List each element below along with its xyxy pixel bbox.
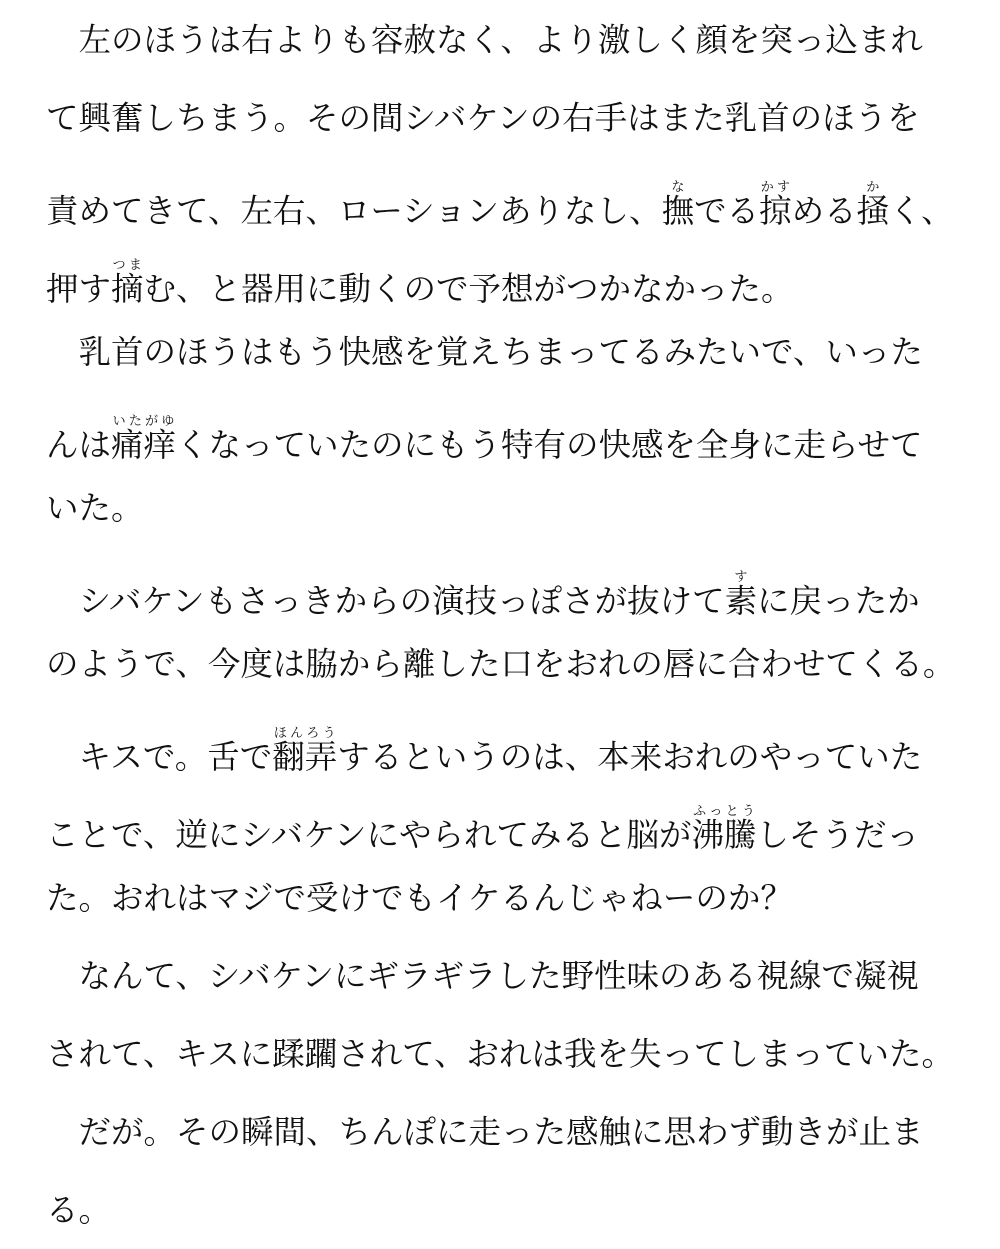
ruby-annotated-word — [661, 180, 695, 230]
ruby-reading: な — [661, 180, 695, 195]
line-text: る。 — [46, 1191, 112, 1229]
ruby-base: 掠 — [759, 192, 792, 230]
line-text: のようで、今度は脇から離した口をおれの唇に合わせてくる。 — [46, 645, 956, 683]
text-line — [46, 1172, 966, 1249]
ruby-reading: す — [724, 570, 758, 585]
text-line — [46, 782, 966, 859]
line-text: 乳首のほうはもう快感を覚えちまってるみたいで、いった — [46, 333, 923, 371]
text-line — [46, 236, 966, 313]
text-line — [46, 2, 966, 79]
ruby-reading: か — [856, 180, 890, 195]
line-text: て興奮しちまう。その間シバケンの右手はまた乳首のほうを — [46, 99, 920, 137]
text-segment: シバケンもさっきからの演技っぽさが抜けて — [46, 582, 725, 620]
text-line — [46, 470, 966, 547]
ruby-base: 素 — [724, 582, 758, 620]
text-line — [46, 548, 966, 625]
text-line — [46, 938, 966, 1015]
ruby-reading: いたがゆ — [111, 414, 177, 429]
ruby-reading: つま — [111, 258, 144, 273]
text-segment: に戻ったか — [757, 582, 920, 620]
text-segment: ことで、逆にシバケンにやられてみると脳が — [46, 816, 692, 854]
line-text: 左のほうは右よりも容赦なく、より激しく顔を突っ込まれ — [46, 21, 923, 59]
line-text — [46, 414, 923, 462]
line-text: いた。 — [46, 489, 144, 527]
ruby-base: 撫 — [661, 192, 695, 230]
line-text — [46, 804, 919, 852]
text-segment: くなっていたのにもう特有の快感を全身に走らせて — [176, 426, 923, 464]
text-line — [46, 860, 966, 937]
text-line — [46, 704, 966, 781]
text-segment: める — [791, 192, 857, 230]
ruby-base: 痛痒 — [111, 426, 177, 464]
text-segment: んは — [46, 426, 112, 464]
text-segment: しそうだっ — [756, 816, 919, 854]
line-text: されて、キスに蹂躙されて、おれは我を失ってしまっていた。 — [46, 1035, 955, 1073]
ruby-annotated-word — [856, 180, 890, 230]
text-segment: 責めてきて、左右、ローションありなし、 — [46, 192, 662, 230]
text-segment: でる — [694, 192, 760, 230]
text-segment: するというのは、本来おれのやっていた — [337, 738, 923, 776]
line-text: た。おれはマジで受けでもイケるんじゃねーのか？ — [46, 879, 793, 917]
ruby-base: 掻 — [856, 192, 890, 230]
line-text — [46, 570, 920, 618]
text-line — [46, 80, 966, 157]
text-segment: く、 — [889, 192, 954, 230]
ruby-reading: かす — [759, 180, 792, 195]
text-line — [46, 314, 966, 391]
ruby-annotated-word — [272, 726, 338, 776]
text-segment: む、と器用に動くので予想がつかなかった。 — [143, 270, 794, 308]
line-text — [46, 258, 794, 306]
ruby-reading: ふっとう — [691, 804, 757, 819]
line-text: なんて、シバケンにギラギラした野性味のある視線で凝視 — [46, 957, 919, 995]
ruby-annotated-word — [724, 570, 758, 620]
ruby-base: 沸騰 — [691, 816, 757, 854]
line-text: だが。その瞬間、ちんぽに走った感触に思わず動きが止ま — [46, 1113, 924, 1151]
text-line — [46, 1094, 966, 1171]
ruby-reading: ほんろう — [272, 726, 338, 741]
text-line — [46, 158, 966, 235]
text-segment: 押す — [46, 270, 112, 308]
text-line — [46, 626, 966, 703]
ruby-annotated-word — [111, 414, 177, 464]
ruby-base: 摘 — [111, 270, 144, 308]
text-line — [46, 1016, 966, 1093]
line-text — [46, 726, 922, 774]
ruby-base: 翻弄 — [272, 738, 338, 776]
line-text — [46, 180, 954, 228]
ruby-annotated-word — [759, 180, 792, 230]
ruby-annotated-word — [691, 804, 757, 854]
ruby-annotated-word — [111, 258, 144, 308]
text-segment: キスで。舌で — [46, 738, 273, 776]
text-line — [46, 392, 966, 469]
